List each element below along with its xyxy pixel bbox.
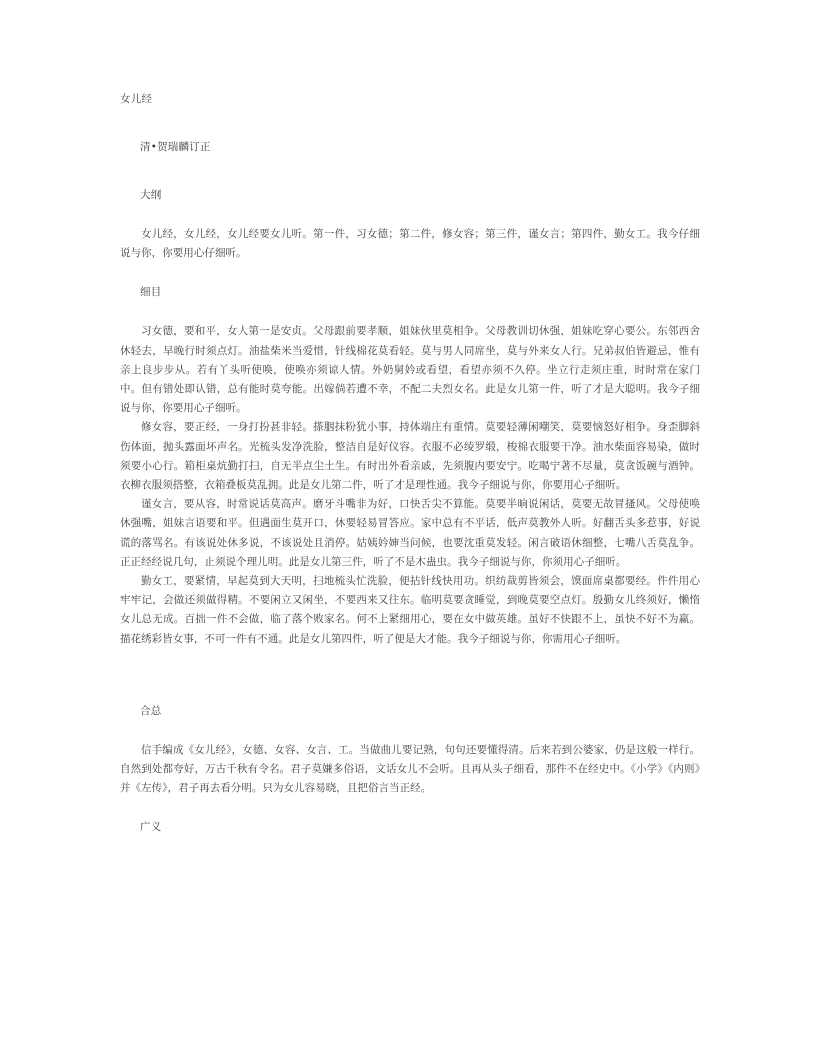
section-dagang (120, 188, 700, 263)
section-ximu (120, 285, 700, 648)
spacer (120, 155, 700, 188)
paragraph: 修女容，要正经，一身打扮甚非轻。搽胭抹粉犹小事，持体端庄有重情。莫要轻薄闲嘲笑，莫要恼怒好相争。身歪脚斜伤体面，抛头露面坏声名。光梳头发净洗脸，整洁自是好仪容。衣服不必绫罗缎，梭棉衣服要干净。油水柴面容易染，做时须要小心行。箱柜桌炕勤打扫，自无半点尘土生。有时出外看亲戚，先须腹内要安宁。吃喝宁著不尽量，莫贪饭碗与酒钟。衣柳衣服须搭整，衣箱叠板莫乱拥。此是女儿第二件，听了才是理性通。我今子细说与你，你要用心子细听。 (120, 421, 700, 492)
paragraph: 勤女工，要紧情，早起莫到大天明，扫地梳头忙洗脸，便拈针线快用功。织纺裁剪皆须会，馍面席桌都要经。件件用心牢牢记，会做还须做得精。不要闲立又闲坐，不要西来又往东。临明莫要贪睡觉，到晚莫要空点灯。殷勤女儿终须好，懒惰女儿总无成。百拙一件不会做，临了落个败家名。何不上紧细用心，要在女中做英雄。虽好不快跟不上，虽快不好不为赢。描花绣彩皆女事，不可一件有不通。此是女儿第四件，听了便是大才能。我今子细说与你，你需用心子细听。 (120, 575, 700, 645)
section-hezong (120, 704, 700, 799)
spacer (120, 300, 700, 322)
section-heading-guangyi: 广义 (140, 821, 162, 834)
spacer (120, 649, 700, 704)
paragraph: 女儿经，女儿经，女儿经要女儿听。第一件，习女德；第二件，修女容；第三件，谨女言；第四件，勤女工。我今仔细说与你，你要用心仔细听。 (120, 228, 700, 260)
author-attribution: 清•贺瑞麟订正 (140, 141, 211, 153)
paragraph: 习女德，要和平，女人第一是安贞。父母跟前要孝顺，姐妹伙里莫相争。父母教训切休强，姐妹吃穿心要公。东邻西舍休轻去，早晚行时须点灯。油盐柴米当爱惜，针线棉花莫看轻。莫与男人同席坐，莫与外来女人行。兄弟叔伯皆避忌，惟有亲上良步步从。若有丫头听使唤，使唤亦须谅人情。外奶舅妗或看望，看望亦须不久停。坐立行走须庄重，时时常在家门中。但有错处即认错，总有能时莫夸能。出嫁倘若遭不幸，不配二夫烈女名。此是女儿第一件，听了才是大聪明。我今子细说与你，你要用心子细听。 (120, 325, 700, 415)
section-heading-dagang: 大纲 (140, 189, 162, 201)
document-content (120, 92, 700, 835)
paragraph: 信手编成《女儿经》，女德、女容、女言、工。当做曲儿要记熟，句句还要懂得清。后来若到公婆家，仍是这般一样行。自然到处都夸好，万古千秋有令名。君子莫嫌多俗语，文话女儿不会听。且再从头子细看，那件不在经史中。《小学》《内则》并《左传》，君子再去看分明。只为女儿容易晓，且把俗言当正经。 (120, 743, 700, 795)
paragraph: 谨女言，要从容，时常说话莫高声。磨牙斗嘴非为好，口快舌尖不算能。莫要半晌说闲话，莫要无故冒搔风。父母使唤休强嘴，姐妹言语要和平。但遇面生莫开口，休要轻易冒答应。家中总有不平话，低声莫教外人听。好翻舌头多惹事，好说谎的落骂名。有该说处休多说，不该说处且消停。姑姨妗婶当问候，也要沈重莫发轻。闲言破语休细整，七嘴八舌莫乱争。正正经经说几句，止须说个理儿明。此是女儿第三件，听了不是木蛊虫。我今子细说与你，你须用心子细听。 (120, 498, 700, 568)
spacer (120, 798, 700, 820)
page-title: 女儿经 (120, 93, 153, 105)
spacer (120, 719, 700, 741)
section-heading-hezong: 合总 (140, 704, 162, 717)
section-heading-ximu: 细目 (140, 286, 162, 299)
section-guangyi (120, 820, 700, 835)
spacer (120, 263, 700, 285)
spacer (120, 203, 700, 225)
